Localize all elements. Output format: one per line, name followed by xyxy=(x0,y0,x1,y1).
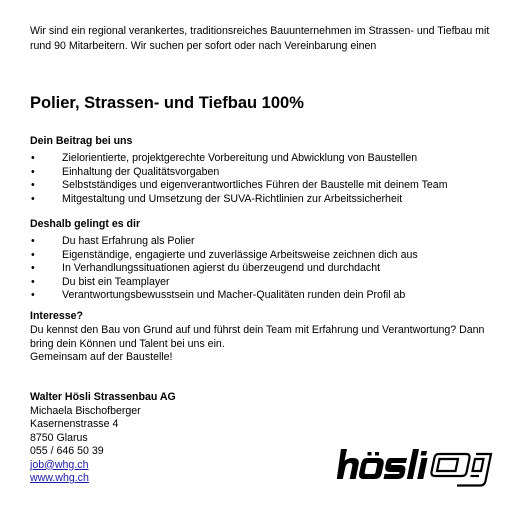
interest-text: Du kennst den Bau von Grund auf und führst dein Team mit Erfahrung und Verantwortung? Dann bring dein Können und Talent bei uns ein. xyxy=(30,324,485,350)
list-item-text: Du bist ein Teamplayer xyxy=(62,275,170,288)
list-item-text: In Verhandlungssituationen agierst du überzeugend und durchdacht xyxy=(62,262,381,274)
bullet: • xyxy=(31,179,35,191)
list-item-text: Verantwortungsbewusstsein und Macher-Qualitäten runden dein Profil ab xyxy=(62,289,406,301)
email-link[interactable]: job@whg.ch xyxy=(30,458,89,471)
list-item xyxy=(30,166,500,180)
list-item xyxy=(30,276,500,290)
street-address: Kasernenstrasse 4 xyxy=(30,418,119,430)
list-item-text: Einhaltung der Qualitätsvorgaben xyxy=(62,165,220,178)
hoesli-ag-logo xyxy=(333,443,493,487)
list-item xyxy=(30,152,500,166)
list-item xyxy=(30,235,500,249)
contact-block xyxy=(30,391,176,486)
bullet: • xyxy=(31,165,35,178)
section-heading-gelingt: Deshalb gelingt es dir xyxy=(30,218,141,230)
job-title: Polier, Strassen- und Tiefbau 100% xyxy=(30,94,304,112)
bullet: • xyxy=(31,275,35,288)
list-item xyxy=(30,179,500,193)
intro-text: Wir sind ein regional verankertes, traditionsreiches Bauunternehmen im Strassen- und Tiefbau mit rund 90 Mitarbeitern. Wir suchen per sofort oder nach Vereinbarung einen xyxy=(30,25,490,52)
interest-closing: Gemeinsam auf der Baustelle! xyxy=(30,351,173,363)
company-name: Walter Hösli Strassenbau AG xyxy=(30,391,176,403)
bullet: • xyxy=(31,262,35,274)
list-item xyxy=(30,193,500,207)
list-item-text: Mitgestaltung und Umsetzung der SUVA-Richtlinien zur Arbeitssicherheit xyxy=(62,192,403,205)
section-heading-interesse: Interesse? xyxy=(30,310,83,322)
list-item-text: Du hast Erfahrung als Polier xyxy=(62,235,195,247)
bullet: • xyxy=(31,248,35,261)
city: 8750 Glarus xyxy=(30,431,88,444)
bullet: • xyxy=(31,192,35,205)
bullet: • xyxy=(31,289,35,301)
list-item xyxy=(30,289,500,303)
website-link[interactable]: www.whg.ch xyxy=(30,472,89,484)
list-gelingt xyxy=(30,235,500,303)
list-beitrag xyxy=(30,152,500,206)
contact-person: Michaela Bischofberger xyxy=(30,404,141,417)
bullet: • xyxy=(31,235,35,247)
phone-number: 055 / 646 50 39 xyxy=(30,445,104,457)
bullet: • xyxy=(31,152,35,164)
list-item-text: Zielorientierte, projektgerechte Vorbereitung und Abwicklung von Baustellen xyxy=(62,152,418,164)
list-item-text: Selbstständiges und eigenverantwortliches Führen der Baustelle mit deinem Team xyxy=(62,179,448,191)
list-item xyxy=(30,249,500,263)
list-item-text: Eigenständige, engagierte und zuverlässige Arbeitsweise zeichnen dich aus xyxy=(62,248,418,261)
list-item xyxy=(30,262,500,276)
section-heading-beitrag: Dein Beitrag bei uns xyxy=(30,135,133,147)
